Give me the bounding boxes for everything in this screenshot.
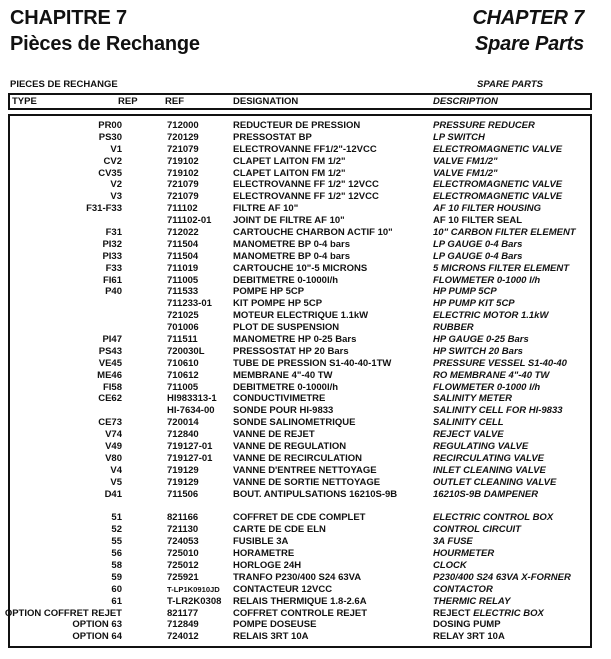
table-row (10, 263, 590, 275)
cell-rep: V4 (110, 464, 122, 476)
description-text: SALINITY CELL FOR HI-9833 (433, 405, 563, 417)
title-english (472, 5, 584, 57)
cell-description (433, 334, 590, 346)
description-text: OUTLET CLEANING VALVE (433, 476, 557, 488)
cell-rep: V74 (105, 429, 122, 441)
cell-description (433, 393, 590, 405)
cell-ref: 721079 (167, 191, 199, 203)
cell-rep: CE62 (98, 393, 122, 405)
cell-description (433, 251, 590, 263)
cell-ref: 719102 (167, 155, 199, 167)
table-row (10, 524, 590, 536)
description-text: RELAY 3RT 10A (433, 631, 505, 643)
cell-rep: CE73 (98, 417, 122, 429)
cell-description (433, 227, 590, 239)
table-row (4, 607, 590, 620)
cell-description (433, 370, 590, 382)
table-caption-fr: PIECES DE RECHANGE (10, 79, 118, 90)
description-text: ELECTROMAGNETIC VALVE (433, 179, 563, 191)
cell-ref: 711233-01 (167, 298, 212, 310)
table-row (10, 429, 590, 441)
description-text: ELECTROMAGNETIC VALVE (433, 191, 563, 203)
table-row (10, 619, 590, 631)
cell-description (433, 298, 590, 310)
cell-designation: TRANFO P230/400 S24 63VA (233, 571, 362, 583)
table-row (10, 572, 590, 584)
cell-ref: 711506 (167, 488, 199, 500)
description-text: AF 10 FILTER SEAL (433, 215, 523, 227)
description-text: 16210S-9B DAMPENER (433, 488, 539, 500)
cell-description (433, 310, 590, 322)
description-text: HP GAUGE 0-25 Bars (433, 334, 529, 346)
cell-ref: 720030L (167, 345, 205, 357)
description-text: ELECTRIC MOTOR 1.1kW (433, 310, 549, 322)
cell-description (433, 346, 590, 358)
cell-ref: 712000 (167, 120, 199, 131)
cell-description (433, 465, 590, 477)
cell-description (433, 619, 590, 631)
table-row (10, 560, 590, 572)
cell-ref: 719129 (167, 464, 199, 476)
cell-description (433, 144, 590, 156)
cell-ref: T-LP1K0910JD (167, 584, 220, 594)
table-row (10, 370, 590, 382)
cell-rep: 60 (111, 583, 122, 595)
description-text: AF 10 FILTER HOUSING (433, 203, 542, 215)
description-text: SALINITY CELL (433, 417, 504, 429)
cell-ref: 711504 (167, 238, 199, 250)
cell-description (433, 132, 590, 144)
cell-designation: PRESSOSTAT HP 20 Bars (233, 345, 349, 357)
table-row (10, 631, 590, 643)
table-row (10, 322, 590, 334)
column-header-type: TYPE (12, 96, 37, 107)
cell-description (433, 179, 590, 191)
description-text: RECIRCULATING VALVE (433, 452, 545, 464)
column-header-ref: REF (165, 96, 184, 107)
cell-ref: 711102-01 (167, 215, 212, 227)
cell-designation: SONDE POUR HI-9833 (233, 405, 334, 417)
description-text: SALINITY METER (433, 393, 512, 405)
table-row (10, 536, 590, 548)
description-text: FLOWMETER 0-1000 l/h (433, 381, 541, 393)
cell-description (433, 441, 590, 453)
table-row (10, 465, 590, 477)
table-row (10, 132, 590, 144)
cell-ref: 711019 (167, 262, 199, 274)
cell-ref: 710612 (167, 369, 199, 381)
cell-designation: MANOMETRE BP 0-4 bars (233, 250, 351, 262)
cell-ref: 725012 (167, 559, 199, 571)
cell-rep: OPTION 64 (72, 631, 122, 643)
table-row (10, 512, 590, 524)
cell-designation: HORLOGE 24H (233, 559, 302, 571)
description-text: VALVE FM1/2" (433, 155, 498, 167)
chapter-subtitle-fr: Pièces de Rechange (10, 33, 200, 55)
description-text: REGULATING VALVE (433, 441, 529, 453)
cell-rep: PS43 (98, 345, 122, 357)
cell-description (433, 596, 590, 608)
table-row (10, 168, 590, 180)
cell-designation: JOINT DE FILTRE AF 10" (233, 215, 345, 227)
table-row (10, 453, 590, 465)
cell-designation: MANOMETRE BP 0-4 bars (233, 238, 351, 250)
cell-ref: 719102 (167, 167, 199, 179)
cell-description (433, 631, 590, 643)
cell-rep: ME46 (97, 369, 122, 381)
description-text: ELECTROMAGNETIC VALVE (433, 143, 563, 155)
description-text: 3A FUSE (433, 536, 473, 548)
cell-rep (10, 322, 122, 334)
description-text: LP SWITCH (433, 131, 485, 143)
cell-description (433, 203, 590, 215)
cell-ref: 725010 (167, 548, 199, 560)
cell-designation: RELAIS THERMIQUE 1.8-2.6A (233, 595, 367, 607)
table-body (4, 114, 592, 648)
cell-description (433, 429, 590, 441)
table-row (10, 441, 590, 453)
cell-ref: 719127-01 (167, 441, 213, 453)
description-text: 10" CARBON FILTER ELEMENT (433, 227, 576, 239)
cell-designation: VANNE D'ENTREE NETTOYAGE (233, 464, 377, 476)
cell-description (433, 560, 590, 572)
description-text: LP GAUGE 0-4 Bars (433, 238, 523, 250)
group-separator (10, 501, 590, 513)
cell-rep: PS30 (98, 131, 122, 143)
table-row (10, 489, 590, 501)
cell-rep: PR00 (98, 120, 122, 131)
cell-designation: COFFRET DE CDE COMPLET (233, 512, 366, 524)
cell-description (433, 584, 590, 596)
cell-description (433, 608, 590, 620)
cell-description (433, 358, 590, 370)
cell-rep (10, 298, 122, 310)
cell-description (433, 417, 590, 429)
description-text: CONTROL CIRCUIT (433, 524, 521, 536)
cell-designation: DEBITMETRE 0-1000l/h (233, 381, 339, 393)
cell-description (433, 263, 590, 275)
table-row (10, 382, 590, 394)
description-text: INLET CLEANING VALVE (433, 464, 546, 476)
cell-description (433, 322, 590, 334)
chapter-subtitle-en: Spare Parts (475, 33, 584, 55)
description-text: 5 MICRONS FILTER ELEMENT (433, 262, 569, 274)
cell-ref: 711005 (167, 381, 199, 393)
cell-rep: V2 (110, 179, 122, 191)
table-row (10, 346, 590, 358)
cell-description (433, 477, 590, 489)
cell-description (433, 512, 590, 524)
cell-rep: F33 (105, 262, 122, 274)
cell-rep: 55 (111, 536, 122, 548)
cell-rep: V1 (110, 143, 122, 155)
cell-description (433, 239, 590, 251)
column-header-description: DESCRIPTION (433, 96, 498, 107)
description-text: HP PUMP KIT 5CP (433, 298, 515, 310)
description-text: CONTACTOR (433, 583, 493, 595)
cell-designation: PRESSOSTAT BP (233, 131, 312, 143)
cell-ref: T-LR2K0308 (167, 595, 222, 607)
cell-rep: D41 (104, 488, 122, 500)
cell-description (433, 275, 590, 287)
cell-description (433, 572, 590, 584)
table-row (10, 477, 590, 489)
cell-ref: 711102 (167, 203, 198, 215)
table-row (10, 405, 590, 417)
table-row (10, 286, 590, 298)
cell-designation: SONDE SALINOMETRIQUE (233, 417, 356, 429)
table-row (10, 227, 590, 239)
cell-designation: POMPE HP 5CP (233, 286, 305, 298)
cell-rep: FI58 (102, 381, 122, 393)
cell-rep: F31-F33 (86, 203, 122, 215)
cell-description (433, 168, 590, 180)
table-caption (10, 79, 592, 90)
cell-description (433, 489, 590, 501)
cell-description (433, 120, 590, 132)
cell-description (433, 453, 590, 465)
cell-designation: CARTOUCHE CHARBON ACTIF 10" (233, 227, 393, 239)
cell-rep: 51 (111, 512, 122, 524)
cell-ref: 712840 (167, 429, 199, 441)
cell-designation: ELECTROVANNE FF 1/2" 12VCC (233, 179, 379, 191)
description-text: FLOWMETER 0-1000 l/h (433, 274, 541, 286)
cell-rep: 58 (111, 559, 122, 571)
cell-description (433, 405, 590, 417)
cell-ref: HI983313-1 (167, 393, 217, 405)
cell-designation: CARTE DE CDE ELN (233, 524, 326, 536)
cell-designation: CLAPET LAITON FM 1/2" (233, 155, 346, 167)
description-text: VALVE FM1/2" (433, 167, 498, 179)
table-row (10, 584, 590, 596)
cell-designation: POMPE DOSEUSE (233, 619, 317, 631)
table-row (10, 191, 590, 203)
description-text: HP PUMP 5CP (433, 286, 497, 298)
cell-description (433, 536, 590, 548)
cell-designation: BOUT. ANTIPULSATIONS 16210S-9B (233, 488, 398, 500)
cell-designation: DEBITMETRE 0-1000l/h (233, 274, 339, 286)
cell-ref: 821177 (167, 607, 199, 619)
description-text: HOURMETER (433, 548, 495, 560)
cell-rep: OPTION 63 (72, 619, 122, 631)
cell-rep: 59 (111, 571, 122, 583)
cell-designation: CARTOUCHE 10"-5 MICRONS (233, 262, 368, 274)
cell-rep: V5 (110, 476, 122, 488)
description-text: RO MEMBRANE 4"-40 TW (433, 369, 550, 381)
cell-rep: V3 (110, 191, 122, 203)
table-row (10, 310, 590, 322)
cell-rep (10, 405, 122, 417)
description-text: THERMIC RELAY (433, 595, 511, 607)
cell-rep: FI61 (102, 274, 122, 286)
cell-ref: 720014 (167, 417, 199, 429)
cell-rep: OPTION COFFRET REJET (4, 607, 122, 619)
description-part: ELECTRIC BOX (473, 607, 544, 619)
table-row (10, 393, 590, 405)
column-header-rep: REP (118, 96, 138, 107)
table-row (10, 144, 590, 156)
description-text: REJECT VALVE (433, 429, 504, 441)
cell-description (433, 548, 590, 560)
cell-rep: PI33 (102, 250, 122, 262)
page-header (10, 5, 584, 57)
cell-ref: 701006 (167, 322, 199, 334)
table-row (10, 239, 590, 251)
cell-rep: V49 (105, 441, 122, 453)
cell-ref: 712022 (167, 227, 199, 239)
cell-ref: 721079 (167, 143, 199, 155)
cell-rep: 61 (111, 595, 122, 607)
cell-rep: PI47 (102, 334, 122, 346)
cell-designation: MANOMETRE HP 0-25 Bars (233, 334, 357, 346)
table-caption-en: SPARE PARTS (477, 79, 543, 90)
cell-designation: CLAPET LAITON FM 1/2" (233, 167, 346, 179)
table-row (10, 358, 590, 370)
table-header-row (8, 93, 592, 110)
cell-designation: KIT POMPE HP 5CP (233, 298, 323, 310)
cell-ref: 710610 (167, 357, 199, 369)
table-row (10, 156, 590, 168)
description-text: HP SWITCH 20 Bars (433, 345, 523, 357)
cell-designation: CONTACTEUR 12VCC (233, 583, 333, 595)
table-row (10, 417, 590, 429)
table-row (10, 215, 590, 227)
cell-ref: 712849 (167, 619, 199, 631)
cell-designation: VANNE DE SORTIE NETTOYAGE (233, 476, 381, 488)
table-row (10, 179, 590, 191)
table-row (10, 275, 590, 287)
cell-description (433, 215, 590, 227)
cell-ref: 721079 (167, 179, 199, 191)
description-part: REJECT (433, 607, 474, 619)
description-text: LP GAUGE 0-4 Bars (433, 250, 523, 262)
cell-description (433, 156, 590, 168)
title-french (10, 5, 200, 57)
cell-ref: 725921 (167, 571, 199, 583)
cell-designation: VANNE DE REJET (233, 429, 315, 441)
cell-designation: VANNE DE REGULATION (233, 441, 347, 453)
cell-rep: P40 (105, 286, 122, 298)
cell-designation: PLOT DE SUSPENSION (233, 322, 340, 334)
cell-description (433, 382, 590, 394)
table-row (10, 251, 590, 263)
description-text: DOSING PUMP (433, 619, 501, 631)
description-text: CLOCK (433, 559, 467, 571)
table-row (10, 298, 590, 310)
cell-ref: 721130 (167, 524, 199, 536)
chapter-title-en: CHAPTER 7 (472, 7, 584, 29)
cell-rep: 52 (111, 524, 122, 536)
cell-designation: MEMBRANE 4"-40 TW (233, 369, 333, 381)
cell-rep: F31 (105, 227, 122, 239)
cell-ref: 711511 (167, 334, 198, 346)
cell-ref: 821166 (167, 512, 199, 524)
cell-rep (10, 215, 122, 227)
cell-ref: HI-7634-00 (167, 405, 215, 417)
description-text: P230/400 S24 63VA X-FORNER (433, 571, 571, 583)
table-row (10, 334, 590, 346)
cell-rep: PI32 (102, 238, 122, 250)
table-row (10, 203, 590, 215)
cell-ref: 724053 (167, 536, 199, 548)
cell-ref: 719129 (167, 476, 199, 488)
cell-description (433, 286, 590, 298)
cell-rep (10, 310, 122, 322)
cell-rep: VE45 (98, 357, 122, 369)
cell-designation: VANNE DE RECIRCULATION (233, 452, 362, 464)
cell-designation: TUBE DE PRESSION S1-40-40-1TW (233, 357, 392, 369)
cell-designation: RELAIS 3RT 10A (233, 631, 309, 643)
chapter-title-fr: CHAPITRE 7 (10, 7, 127, 29)
cell-designation: HORAMETRE (233, 548, 295, 560)
cell-rep: 56 (111, 548, 122, 560)
cell-designation: REDUCTEUR DE PRESSION (233, 120, 361, 131)
cell-ref: 711005 (167, 274, 199, 286)
cell-rep: CV2 (103, 155, 122, 167)
column-header-designation: DESIGNATION (233, 96, 299, 107)
description-text: RUBBER (433, 322, 474, 334)
cell-designation: MOTEUR ELECTRIQUE 1.1kW (233, 310, 369, 322)
cell-designation: CONDUCTIVIMETRE (233, 393, 326, 405)
cell-description (433, 191, 590, 203)
cell-designation: COFFRET CONTROLE REJET (233, 607, 368, 619)
table-row (10, 548, 590, 560)
table-row (10, 120, 590, 132)
cell-ref: 724012 (167, 631, 199, 643)
cell-ref: 721025 (167, 310, 199, 322)
cell-ref: 711504 (167, 250, 199, 262)
cell-designation: ELECTROVANNE FF 1/2" 12VCC (233, 191, 379, 203)
cell-designation: ELECTROVANNE FF1/2"-12VCC (233, 143, 377, 155)
cell-ref: 711533 (167, 286, 199, 298)
cell-designation: FUSIBLE 3A (233, 536, 289, 548)
table-row (10, 596, 590, 608)
cell-ref: 720129 (167, 131, 199, 143)
description-text: PRESSURE VESSEL S1-40-40 (433, 357, 567, 369)
cell-designation: FILTRE AF 10" (233, 203, 299, 215)
cell-rep: V80 (105, 452, 122, 464)
cell-description (433, 524, 590, 536)
description-text: PRESSURE REDUCER (433, 120, 535, 131)
description-text: ELECTRIC CONTROL BOX (433, 512, 554, 524)
cell-ref: 719127-01 (167, 452, 213, 464)
cell-rep: CV35 (98, 167, 122, 179)
